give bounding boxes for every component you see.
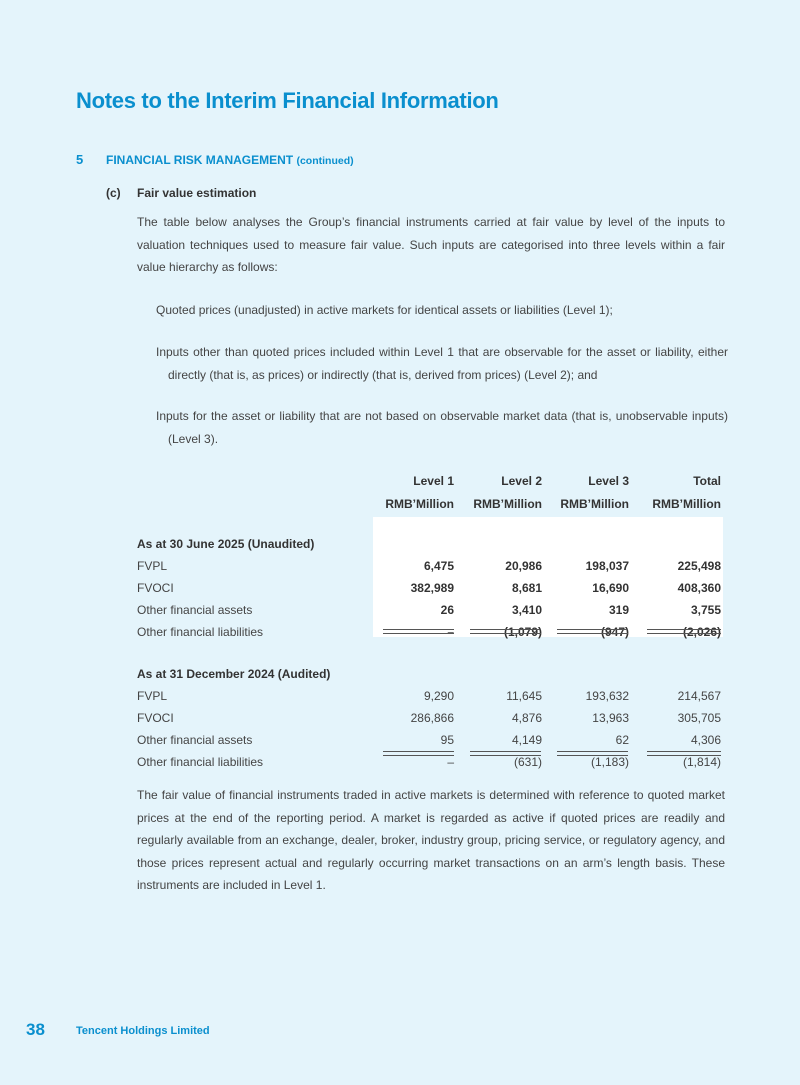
cell-value: (1,814) — [682, 755, 721, 769]
closing-paragraph: The fair value of financial instruments traded in active markets is determined with reference to quoted market prices at the end of the reporting period. A market is regarded as active if quoted prices are readily and regularly available from an exchange, dealer, broker, industry group, pricing service, or regulatory agency, and those prices represent actual and regularly occurring market transactions on an arm’s length basis. These instruments are included in Level 1. — [137, 788, 725, 892]
table-row — [137, 577, 725, 599]
cell-value: 3,755 — [690, 603, 721, 617]
cell-value: (947) — [600, 625, 629, 639]
cell-value: 4,306 — [690, 733, 721, 747]
col-header-level-2: Level 2 — [501, 474, 542, 488]
double-underline — [470, 629, 541, 634]
cell-value: 13,963 — [592, 711, 629, 725]
cell-value: 26 — [440, 603, 454, 617]
table-row — [137, 599, 725, 621]
unit-level-1: RMB’Million — [385, 497, 454, 511]
cell-value: 286,866 — [410, 711, 454, 725]
row-label: Other financial liabilities — [137, 625, 264, 639]
group-heading-label: As at 30 June 2025 (Unaudited) — [137, 537, 315, 551]
cell-value: 382,989 — [410, 581, 454, 595]
fair-value-table — [137, 470, 725, 773]
double-underline — [383, 629, 454, 634]
double-underline — [470, 751, 541, 756]
unit-level-3: RMB’Million — [560, 497, 629, 511]
row-label: FVPL — [137, 559, 168, 573]
bullet-level-1: Quoted prices (unadjusted) in active markets for identical assets or liabilities (Level 1); — [156, 303, 613, 317]
row-label: Other financial liabilities — [137, 755, 264, 769]
subsection-letter: (c) — [106, 186, 121, 200]
cell-value: 408,360 — [677, 581, 721, 595]
page-title: Notes to the Interim Financial Information — [76, 88, 499, 113]
double-underline — [647, 751, 721, 756]
double-underline — [647, 629, 721, 634]
cell-value: 4,149 — [511, 733, 542, 747]
section-continued: (continued) — [296, 155, 354, 167]
cell-value: 4,876 — [511, 711, 542, 725]
section-heading — [76, 152, 354, 167]
col-header-total: Total — [693, 474, 721, 488]
unit-total: RMB’Million — [652, 497, 721, 511]
cell-value: 225,498 — [677, 559, 721, 573]
footer-company-name: Tencent Holdings Limited — [76, 1025, 210, 1037]
table-row — [137, 707, 725, 729]
double-underline — [557, 629, 628, 634]
cell-value: 3,410 — [511, 603, 542, 617]
table-row — [137, 555, 725, 577]
col-header-level-3: Level 3 — [588, 474, 629, 488]
cell-value: 305,705 — [677, 711, 721, 725]
row-label: Other financial assets — [137, 603, 253, 617]
section-number: 5 — [76, 152, 84, 167]
cell-value: 214,567 — [677, 689, 721, 703]
row-label: FVOCI — [137, 581, 174, 595]
cell-value: – — [447, 755, 454, 769]
cell-value: 8,681 — [511, 581, 542, 595]
cell-value: 16,690 — [592, 581, 629, 595]
group-heading-label: As at 31 December 2024 (Audited) — [137, 667, 331, 681]
table-header-row — [137, 470, 725, 492]
col-header-level-1: Level 1 — [413, 474, 454, 488]
cell-value: 198,037 — [585, 559, 629, 573]
cell-value: 62 — [615, 733, 629, 747]
cell-value: 11,645 — [506, 689, 542, 703]
cell-value: – — [447, 625, 454, 639]
page-number: 38 — [26, 1020, 45, 1039]
row-label: Other financial assets — [137, 733, 253, 747]
cell-value: (631) — [513, 755, 542, 769]
bullet-level-2: Inputs other than quoted prices included within Level 1 that are observable for the asset or liability, either directly (that is, as prices) or indirectly (that is, derived from prices) (Level 2); and — [156, 345, 728, 382]
cell-value: 193,632 — [585, 689, 629, 703]
cell-value: (2,026) — [682, 625, 721, 639]
intro-paragraph: The table below analyses the Group’s financial instruments carried at fair value by level of the inputs to valuation techniques used to measure fair value. Such inputs are categorised into three levels within a fair value hierarchy as follows: — [137, 215, 725, 274]
cell-value: 95 — [440, 733, 454, 747]
cell-value: 319 — [608, 603, 629, 617]
double-underline — [383, 751, 454, 756]
section-title: FINANCIAL RISK MANAGEMENT — [106, 153, 294, 167]
cell-value: (1,183) — [590, 755, 629, 769]
row-label: FVOCI — [137, 711, 174, 725]
table-row — [137, 729, 725, 751]
cell-value: 6,475 — [423, 559, 454, 573]
group-heading-2025 — [137, 533, 725, 555]
cell-value: 20,986 — [505, 559, 542, 573]
double-underline — [557, 751, 628, 756]
cell-value: (1,079) — [503, 625, 542, 639]
subsection-heading — [106, 186, 256, 200]
cell-value: 9,290 — [423, 689, 454, 703]
subsection-title: Fair value estimation — [137, 186, 257, 200]
group-heading-2024 — [137, 663, 725, 685]
unit-level-2: RMB’Million — [473, 497, 542, 511]
bullet-level-3: Inputs for the asset or liability that are not based on observable market data (that is, unobservable inputs) (Level 3). — [156, 409, 728, 446]
row-label: FVPL — [137, 689, 168, 703]
table-units-row — [137, 493, 725, 515]
table-row — [137, 685, 725, 707]
